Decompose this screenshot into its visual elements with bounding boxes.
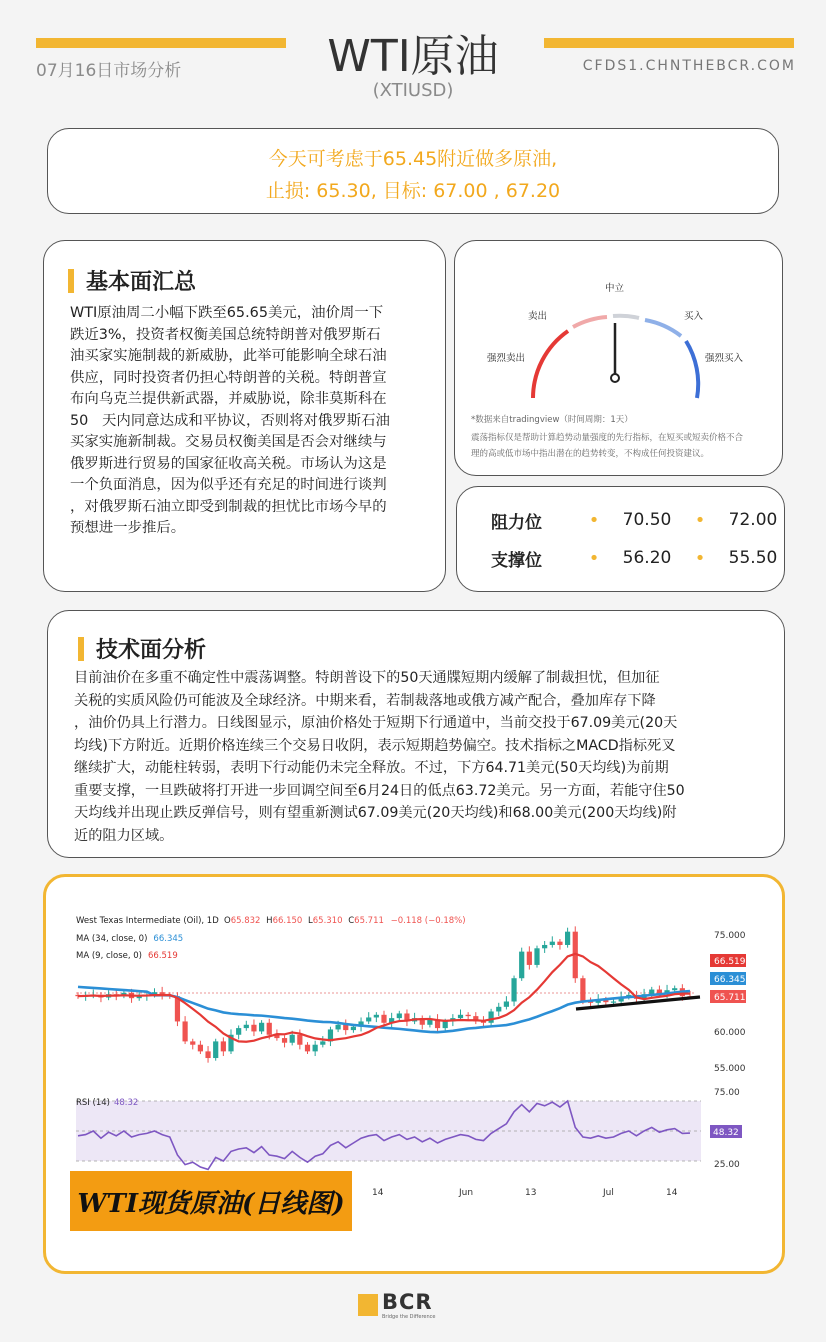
fundamentals-heading [68,265,196,296]
fundamentals-line: 买家实施新制裁。交易员权衡美国是否会对继续与 [70,434,387,450]
candle-body [267,1023,272,1035]
gauge-note-1: *数据来自tradingview（时间周期：1天） [471,415,633,425]
candle-body [443,1021,448,1028]
bullet-icon: • [694,509,706,531]
technical-line: 继续扩大，动能柱转弱，表明下行动能仍未完全释放。不过，下方64.71美元(50天均线)为前期 [74,760,669,776]
bullet-icon: • [588,547,600,569]
candle-body [366,1017,371,1021]
candle-body [282,1038,287,1043]
candle-body [213,1041,218,1058]
bullet-icon: • [694,547,706,569]
candle-body [236,1028,241,1035]
candle-body [221,1041,226,1051]
candle-body [374,1015,379,1018]
recommendation-card [47,128,779,214]
fundamentals-line: 油买家实施制裁的新威胁，此举可能影响全球石油 [70,348,387,364]
candle-body [305,1045,310,1052]
gauge-card [454,240,783,476]
gauge-note-3: 理的高或低市场中指出潜在的趋势转变，不构成任何投资建议。 [471,449,710,459]
rsi-tag-text: 48.32 [713,1128,739,1138]
candle-body [496,1007,501,1012]
candle-body [542,945,547,948]
support-label: 支撑位 [491,550,542,571]
heading-accent [68,269,74,293]
recommendation-line-2: 止损: 65.30, 目标: 67.00 , 67.20 [265,180,561,202]
page-title: WTI原油 [327,31,499,82]
fundamentals-line: WTI原油周二小幅下跌至65.65美元，油价周一下 [70,305,384,321]
fundamentals-line: 供应，同时投资者仍担心特朗普的关税。特朗普宣 [70,369,387,386]
logo-icon [358,1294,378,1316]
bullet-icon: • [588,509,600,531]
support-row [491,539,793,577]
candle-body [489,1011,494,1022]
heading-accent [78,637,84,661]
sentiment-gauge [455,261,784,421]
candle-body [190,1041,195,1044]
fundamentals-card [43,240,446,592]
fundamentals-line: 50 天内同意达成和平协议，否则将对俄罗斯石油 [70,412,390,429]
candle-body [259,1023,264,1032]
fundamentals-line: 一个负面消息，因为似乎还有充足的时间进行谈判 [70,477,387,493]
price-tick: 60.000 [714,1028,746,1038]
candle-body [527,952,532,965]
fundamentals-heading-text: 基本面汇总 [86,270,197,295]
price-tag-text: 66.345 [714,975,746,985]
candle-body [313,1045,318,1052]
footer-logo [358,1292,468,1322]
candle-body [550,942,555,945]
technical-heading-text: 技术面分析 [96,638,207,663]
gauge-note-2: 震荡指标仅是帮助计算趋势动量强度的先行指标，在短买或短卖价格不合 [471,433,744,443]
candle-body [244,1025,249,1028]
candle-body [381,1015,386,1023]
support-2: 55.50 [728,548,778,568]
x-tick: 14 [372,1188,384,1198]
candle-body [466,1015,471,1016]
candle-body [504,1002,509,1007]
technical-card [47,610,785,858]
candle-body [519,952,524,979]
price-tick: 55.000 [714,1064,746,1074]
candle-body [672,988,677,990]
candle-body [320,1041,325,1044]
fundamentals-line: 俄罗斯进行贸易的国家征收高关税。市场认为这是 [70,455,387,472]
candle-body [511,978,516,1001]
fundamentals-text [70,303,440,540]
rsi-legend: RSI (14) 48.32 [76,1098,139,1108]
x-tick: Jul [603,1188,614,1198]
logo-text: BCR [382,1290,433,1314]
candle-body [557,942,562,945]
logo-subtitle: Bridge the Difference [382,1314,436,1320]
chart-caption-text: WTI现货原油(日线图) [77,1188,345,1219]
candle-body [198,1045,203,1052]
chart-title: West Texas Intermediate (Oil), 1D [76,916,219,926]
technical-line: 近的阻力区域。 [74,827,174,844]
technical-text [74,667,774,847]
ma9-legend: MA (9, close, 0) 66.519 [76,951,178,961]
candle-body [183,1021,188,1041]
resistance-row [491,501,793,539]
candle-body [290,1035,295,1043]
candle-body [397,1013,402,1018]
price-tag-text: 65.711 [714,993,746,1003]
gauge-label-strong-buy: 强烈买入 [705,353,744,364]
technical-line: 重要支撑，一旦跌破将打开进一步回调空间至6月24日的低点63.72美元。另一方面，若能守住50 [74,782,685,799]
fundamentals-line: 跌近3%，投资者权衡美国总统特朗普对俄罗斯石 [70,326,381,343]
candle-body [251,1025,256,1032]
levels-card [456,486,785,592]
support-1: 56.20 [622,548,672,568]
chart-caption [70,1171,352,1231]
ohlc-readout: O65.832 H66.150 L65.310 C65.711 −0.118 (−0.18%) [224,916,466,926]
gauge-label-buy: 买入 [684,311,704,322]
candle-body [205,1051,210,1058]
rsi-tick: 25.00 [714,1160,740,1170]
gauge-label-strong-sell: 强烈卖出 [487,353,526,364]
chart-card [43,874,785,1274]
x-tick: Jun [459,1188,474,1198]
technical-line: 关税的实质风险仍可能波及全球经济。中期来看，若制裁落地或俄方减产配合，叠加库存下降 [74,692,656,709]
date-label: 07月16日市场分析 [36,61,182,81]
resistance-2: 72.00 [728,510,778,530]
candle-body [611,1002,616,1003]
technical-line: 均线)下方附近。近期价格连续三个交易日收阴，表示短期趋势偏空。技术指标之MACD指标死叉 [74,737,676,754]
resistance-1: 70.50 [622,510,672,530]
price-tick: 75.000 [714,931,746,941]
x-tick: 14 [666,1188,678,1198]
technical-line: 天均线并出现止跌反弹信号，则有望重新测试67.09美元(20天均线)和68.00美元(200天均线)附 [74,805,677,821]
candle-body [351,1027,356,1030]
candle-body [580,978,585,1001]
candle-body [565,932,570,945]
ma34-legend: MA (34, close, 0) 66.345 [76,934,184,944]
technical-line: 目前油价在多重不确定性中震荡调整。特朗普设下的50天通牒短期内缓解了制裁担忧，但加征 [74,670,660,686]
technical-line: ，油价仍具上行潜力。日线图显示，原油价格处于短期下行通道中，当前交投于67.09美元(20天 [74,715,678,731]
gauge-label-neutral: 中立 [605,283,625,294]
recommendation-line-1: 今天可考虑于65.45附近做多原油, [268,148,558,170]
fundamentals-line: 布向乌克兰提供新武器，并威胁说，除非莫斯科在 [70,391,387,407]
candle-body [343,1025,348,1030]
gauge-label-sell: 卖出 [528,311,548,322]
technical-heading [78,633,206,664]
candle-body [297,1035,302,1045]
x-tick: 13 [525,1188,537,1198]
website-label: CFDS1.CHNTHEBCR.COM [582,58,796,74]
page-subtitle: (XTIUSD) [372,80,454,101]
fundamentals-line: 预想进一步推后。 [70,520,186,536]
fundamentals-line: ，对俄罗斯石油立即受到制裁的担忧比市场今早的 [70,498,387,515]
candle-body [534,948,539,965]
candle-body [458,1015,463,1018]
candle-body [336,1025,341,1030]
resistance-label: 阻力位 [491,512,542,533]
price-tag-text: 66.519 [714,957,746,967]
rsi-tick: 75.00 [714,1088,740,1098]
